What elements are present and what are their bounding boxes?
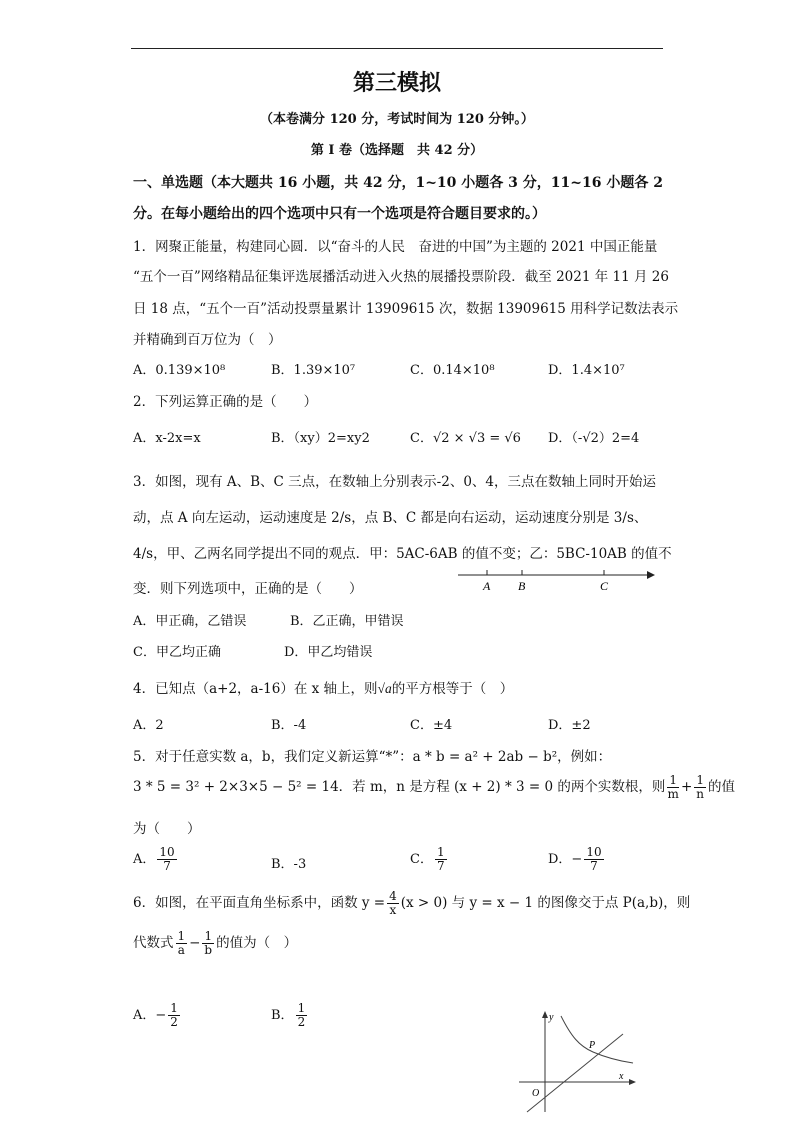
q2-option-b[interactable]: B．（xy）2=xy2: [271, 431, 370, 446]
q5-line1: 5．对于任意实数 a，b，我们定义新运算“*”：a * b = a² + 2ab − b²，例如：: [133, 749, 612, 765]
q6-option-a[interactable]: [133, 1002, 182, 1029]
number-line-figure: [455, 566, 665, 598]
q2-option-a[interactable]: A．x-2x=x: [133, 431, 201, 446]
q2-stem: 2．下列运算正确的是（ ）: [133, 394, 318, 410]
q5-frac-1-over-n: [694, 774, 706, 801]
linear-line: [527, 1034, 623, 1112]
top-rule: [131, 48, 663, 49]
exam-info: （本卷满分 120 分，考试时间为 120 分钟。）: [260, 112, 534, 127]
q6-a-den: 2: [170, 1015, 178, 1029]
q1-option-b[interactable]: B．1.39×10⁷: [271, 363, 356, 378]
q6-line1-pre: 6．如图，在平面直角坐标系中，函数 y =: [133, 895, 386, 911]
q6-b-den: 2: [297, 1015, 306, 1029]
q5-option-d-frac: [584, 846, 603, 873]
q6-option-a-frac: [168, 1002, 180, 1029]
label-c: C: [600, 579, 609, 593]
point-p-label: P: [589, 1040, 596, 1051]
q5-option-a-frac: [157, 846, 176, 873]
q5-option-c-frac: [435, 846, 447, 873]
q6-option-a-label: A．−: [133, 1008, 167, 1023]
q3-option-b[interactable]: B．乙正确，甲错误: [290, 614, 404, 629]
label-b: B: [518, 579, 526, 593]
q6-frac-4-over-x: [387, 890, 399, 917]
q5-frac2-num: 1: [696, 773, 704, 787]
q5-c-den: 7: [436, 859, 445, 873]
q3-line3: 4/s，甲、乙两名同学提出不同的观点．甲：5AC-6AB 的值不变；乙：5BC-10AB 的值不: [133, 546, 672, 562]
q5-frac1-num: 1: [669, 773, 677, 787]
q5-line2-post: 的值: [707, 779, 735, 795]
q5-option-d-label: D．−: [548, 852, 583, 867]
q6-line2-post: 的值为（ ）: [216, 935, 298, 951]
q2-option-d[interactable]: D．（-√2）2=4: [548, 431, 640, 446]
q4-sqrt-a: √a: [377, 681, 392, 696]
q6-line1: [133, 890, 690, 917]
q5-option-c-label: C．: [410, 852, 433, 867]
q1-line3: 日 18 点，“五个一百”活动投票量累计 13909615 次，数据 13909615 用科学记数法表示: [133, 301, 679, 317]
q6-f2-den: b: [204, 943, 213, 957]
q5-d-num: 10: [586, 845, 602, 859]
q3-line1: 3．如图，现有 A、B、C 三点，在数轴上分别表示-2、0、4，三点在数轴上同时开始运: [133, 474, 656, 490]
q6-option-b-label: B．: [271, 1008, 294, 1023]
q6-line1-mid: (x > 0) 与 y = x − 1 的图像交于点 P(a,b)，则: [400, 895, 691, 911]
number-line-arrow: [647, 571, 655, 579]
x-axis-label: x: [619, 1071, 624, 1082]
page-title: 第三模拟: [352, 70, 441, 96]
hyperbola-curve: [561, 1016, 633, 1063]
q6-frac-1-over-b: [202, 930, 214, 957]
q4-stem-pre: 4．已知点（a+2，a-16）在 x 轴上，则: [133, 681, 378, 697]
q6-frac-1-over-a: [176, 930, 188, 957]
q6-f1-num: 1: [177, 929, 186, 943]
q5-option-a-label: A．: [133, 852, 156, 867]
origin-label: O: [532, 1088, 540, 1099]
q6-f2-num: 1: [204, 929, 213, 943]
q1-option-c[interactable]: C．0.14×10⁸: [410, 363, 495, 378]
section-heading-line2: 分。在每小题给出的四个选项中只有一个选项是符合题目要求的。）: [133, 206, 546, 222]
q2-option-c[interactable]: C．√2 × √3 = √6: [410, 431, 521, 446]
y-axis-label: y: [549, 1012, 554, 1023]
q5-plus: +: [681, 779, 693, 795]
q3-line2: 动，点 A 向左运动，运动速度是 2/s，点 B、C 都是向右运动，运动速度分别是 3/s、: [133, 510, 648, 526]
q6-f1-den: a: [177, 943, 185, 957]
y-axis-arrow: [542, 1011, 548, 1018]
q6-b-num: 1: [297, 1001, 306, 1015]
q5-option-a[interactable]: [133, 846, 179, 873]
coordinate-graph-figure: [515, 1008, 640, 1116]
section-heading-line1: 一、单选题（本大题共 16 小题，共 42 分，1~10 小题各 3 分，11~16 小题各 2: [133, 175, 663, 191]
q5-frac-1-over-m: [667, 774, 679, 801]
q5-a-num: 10: [159, 845, 175, 859]
q5-d-den: 7: [590, 859, 598, 873]
q5-line2-pre: 3 * 5 = 3² + 2×3×5 − 5² = 14．若 m，n 是方程 (x + 2) * 3 = 0 的两个实数根，则: [133, 779, 666, 795]
q6-frac-num: 4: [389, 889, 397, 903]
q4-option-b[interactable]: B．-4: [271, 718, 307, 733]
q6-line2-pre: 代数式: [133, 935, 174, 951]
q1-line1: 1．网聚正能量，构建同心圆．以“奋斗的人民 奋进的中国”为主题的 2021 中国正能量: [133, 239, 658, 255]
q6-minus: −: [189, 935, 201, 951]
q1-line4: 并精确到百万位为（ ）: [133, 332, 282, 348]
q5-a-den: 7: [163, 859, 171, 873]
q5-frac1-den: m: [667, 787, 679, 801]
q1-option-a[interactable]: A．0.139×10⁸: [133, 363, 226, 378]
q5-option-c[interactable]: [410, 846, 449, 873]
q4-option-a[interactable]: A．2: [133, 718, 164, 733]
q1-option-d[interactable]: D．1.4×10⁷: [548, 363, 625, 378]
q5-frac2-den: n: [696, 787, 704, 801]
x-axis-arrow: [629, 1079, 636, 1085]
q5-line2: [133, 774, 735, 801]
label-a: A: [483, 579, 491, 593]
q4-option-c[interactable]: C．±4: [410, 718, 453, 733]
q6-a-num: 1: [170, 1001, 178, 1015]
q3-option-c[interactable]: C．甲乙均正确: [133, 645, 221, 660]
q3-line4: 变．则下列选项中，正确的是（ ）: [133, 581, 363, 597]
q4-stem-post: 的平方根等于（ ）: [391, 681, 514, 697]
q3-option-a[interactable]: A．甲正确，乙错误: [133, 614, 247, 629]
q5-option-b[interactable]: B．-3: [271, 857, 307, 872]
part-title: 第 I 卷（选择题 共 42 分）: [310, 143, 484, 158]
q6-line2: [133, 930, 297, 957]
q5-option-d[interactable]: [548, 846, 606, 873]
q6-option-b[interactable]: [271, 1002, 309, 1029]
q1-line2: “五个一百”网络精品征集评选展播活动进入火热的展播投票阶段．截至 2021 年 11 月 26: [133, 269, 669, 285]
q6-frac-den: x: [389, 903, 397, 917]
q4-stem: [133, 677, 513, 697]
q5-c-num: 1: [436, 845, 445, 859]
q6-option-b-frac: [296, 1002, 308, 1029]
q4-option-d[interactable]: D．±2: [548, 718, 591, 733]
q5-line3: 为（ ）: [133, 821, 201, 837]
q3-option-d[interactable]: D．甲乙均错误: [284, 645, 373, 660]
